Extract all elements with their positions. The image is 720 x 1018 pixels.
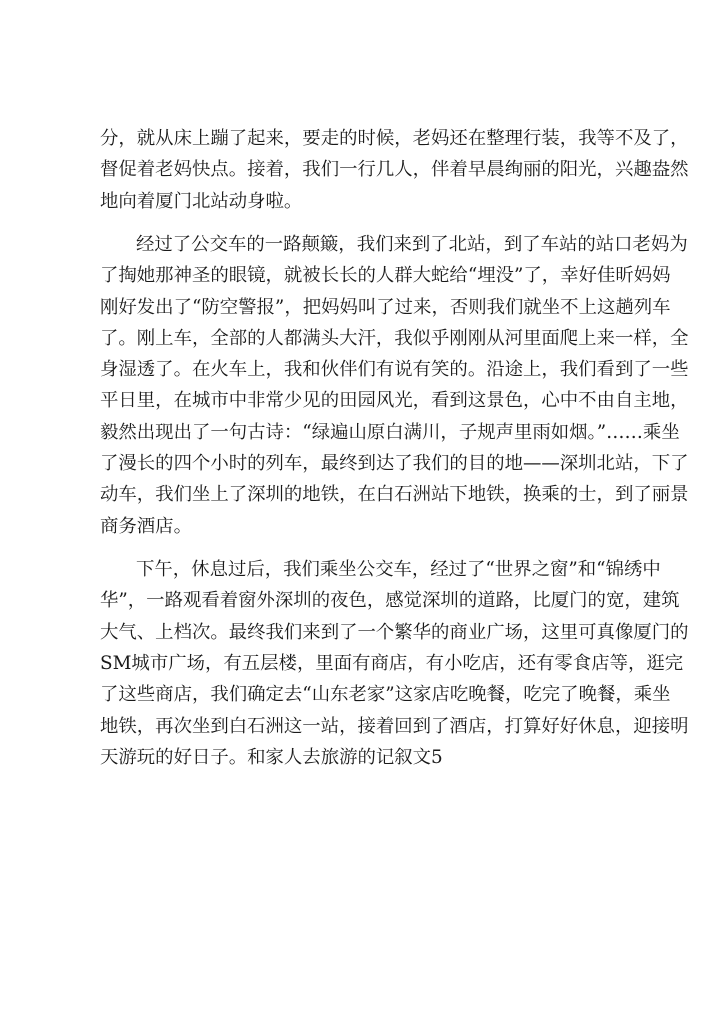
- text-line: 商务酒店。: [100, 515, 192, 537]
- text-line: 地向着厦门北站动身啦。: [100, 190, 303, 212]
- text-line: 平日里，在城市中非常少见的田园风光，看到这景色，心中不由自主地，: [100, 390, 689, 412]
- text-line: 了漫长的四个小时的列车，最终到达了我们的目的地——深圳北站，下了: [100, 453, 689, 475]
- text-line: 天游玩的好日子。和家人去旅游的记叙文5: [100, 746, 443, 768]
- text-line: 分，就从床上蹦了起来，要走的时候，老妈还在整理行装，我等不及了，: [100, 128, 689, 149]
- text-line: 大气、上档次。最终我们来到了一个繁华的商业广场，这里可真像厦门的: [100, 621, 689, 643]
- article-body: [100, 123, 689, 785]
- text-line: 地铁，再次坐到白石洲这一站，接着回到了酒店，打算好好休息，迎接明: [100, 715, 689, 737]
- text-line: 督促着老妈快点。接着，我们一行几人，伴着早晨绚丽的阳光，兴趣盎然: [100, 159, 689, 181]
- text-line: 经过了公交车的一路颠簸，我们来到了北站，到了车站的站口老妈为: [136, 233, 688, 255]
- paragraph-3: [100, 554, 689, 773]
- text-line: 毅然出现出了一句古诗：“绿遍山原白满川，子规声里雨如烟。”……乘坐: [100, 421, 680, 443]
- text-line: SM城市广场，有五层楼，里面有商店，有小吃店，还有零食店等，逛完: [100, 652, 684, 674]
- text-line: 华”，一路观看着窗外深圳的夜色，感觉深圳的道路，比厦门的宽，建筑: [100, 590, 680, 612]
- text-line: 动车，我们坐上了深圳的地铁，在白石洲站下地铁，换乘的士，到了丽景: [100, 484, 689, 506]
- text-line: 了掏她那神圣的眼镜，就被长长的人群大蛇给“埋没”了，幸好佳昕妈妈: [100, 265, 671, 287]
- text-line: 了这些商店，我们确定去“山东老家”这家店吃晚餐，吃完了晚餐，乘坐: [100, 684, 671, 706]
- text-line: 了。刚上车，全部的人都满头大汗，我似乎刚刚从河里面爬上来一样，全: [100, 327, 689, 349]
- paragraph-2: [100, 229, 689, 542]
- text-line: 下午，休息过后，我们乘坐公交车，经过了“世界之窗”和“锦绣中: [136, 559, 661, 581]
- text-line: 刚好发出了“防空警报”，把妈妈叫了过来，否则我们就坐不上这趟列车: [100, 296, 671, 318]
- paragraph-1: [100, 123, 689, 217]
- text-line: 身湿透了。在火车上，我和伙伴们有说有笑的。沿途上，我们看到了一些: [100, 359, 689, 381]
